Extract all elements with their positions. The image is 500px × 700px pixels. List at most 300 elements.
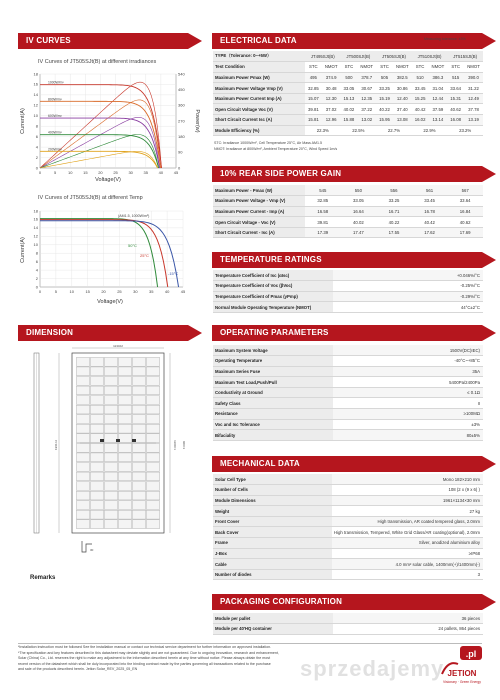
electrical-cell: 40.22 xyxy=(376,104,393,115)
dim-hole: 400±1 xyxy=(182,440,186,450)
operating-row-value: 35A xyxy=(333,366,483,377)
section-electrical: ELECTRICAL DATA xyxy=(212,33,482,49)
measuring-tolerance: Measuring tolerance: ±3% xyxy=(424,37,466,41)
electrical-cell: 33.45 xyxy=(412,83,429,94)
operating-row-label: Operating Temperature xyxy=(213,356,333,367)
operating-row xyxy=(213,366,483,377)
electrical-cell: 15.13 xyxy=(341,93,358,104)
x-tick-label: 15 xyxy=(85,289,90,294)
solar-cell xyxy=(146,482,159,491)
y-right-tick-label: 540 xyxy=(178,71,185,77)
solar-cell xyxy=(90,415,103,424)
rear-cell: 40.02 xyxy=(341,217,377,228)
temperature-row-value: -0.29%/°C xyxy=(333,291,483,302)
solar-cell xyxy=(76,386,89,395)
rear-cell: 33.64 xyxy=(447,196,483,207)
solar-cell xyxy=(132,367,145,376)
electrical-cell: 386.3 xyxy=(428,72,447,83)
solar-cell xyxy=(104,472,117,481)
iv-temp-note: (AM1.5, 1000W/m²) xyxy=(118,214,150,218)
y-tick-label: 12 xyxy=(33,102,38,108)
solar-cell xyxy=(104,377,117,386)
section-temperature: TEMPERATURE RATINGS xyxy=(212,252,482,268)
solar-cell xyxy=(104,424,117,433)
solar-cell xyxy=(132,491,145,500)
electrical-cell: 37.59 xyxy=(428,104,447,115)
iv-temp-caption: IV Curves of JT505SJt(B) at different Temp xyxy=(38,195,143,201)
solar-cell xyxy=(76,357,89,366)
rear-gain-table xyxy=(213,185,483,238)
mechanical-row-label: Back Cover xyxy=(213,527,332,538)
y-tick-label: 6 xyxy=(35,258,38,264)
electrical-cell: 15.07 xyxy=(305,93,322,104)
type-cell: JT510SJt(B) xyxy=(412,51,448,62)
x-tick-label: 30 xyxy=(128,170,133,175)
y-tick-label: 12 xyxy=(33,233,38,239)
packaging-row xyxy=(213,624,483,635)
solar-cell xyxy=(90,472,103,481)
irradiance-legend: 200W/m² xyxy=(48,147,62,152)
solar-cell xyxy=(146,510,159,519)
solar-cell xyxy=(146,453,159,462)
solar-cell xyxy=(132,377,145,386)
solar-cell xyxy=(104,520,117,529)
section-rear-gain: 10% REAR SIDE POWER GAIN xyxy=(212,166,482,182)
y-right-tick-label: 0 xyxy=(178,165,181,171)
packaging-row-label: Module per pallet xyxy=(213,613,333,624)
x-tick-label: 0 xyxy=(38,289,42,294)
temperature-row-label: Normal Module Operating Temperature (NMOT) xyxy=(213,302,333,313)
operating-row-value: -40°C~+85°C xyxy=(333,356,483,367)
condition-cell: NMOT xyxy=(428,62,447,73)
electrical-cell: 505 xyxy=(376,72,393,83)
solar-cell xyxy=(146,405,159,414)
solar-cell xyxy=(132,453,145,462)
solar-cell xyxy=(104,386,117,395)
temperature-row xyxy=(213,302,483,313)
footer-line: and sale of the products described herein. Jetion Solar_REV_2025_05_EN xyxy=(18,667,138,672)
y-tick-label: 2 xyxy=(35,275,38,281)
electrical-cell: 15.88 xyxy=(341,115,358,126)
electrical-row xyxy=(213,104,483,115)
operating-row-value: 5400Pa/2400Pa xyxy=(333,377,483,388)
y-tick-label: 18 xyxy=(33,71,38,77)
solar-cell xyxy=(76,501,89,510)
rear-cell: 561 xyxy=(412,185,448,196)
rear-row xyxy=(213,196,483,207)
solar-cell xyxy=(76,405,89,414)
solar-cell xyxy=(76,482,89,491)
electrical-cell: 30.48 xyxy=(322,83,341,94)
solar-cell xyxy=(104,396,117,405)
mechanical-row-value: Silver, anodized aluminium alloy xyxy=(332,538,483,549)
electrical-cell: 33.25 xyxy=(376,83,393,94)
irradiance-legend: 600W/m² xyxy=(48,114,62,119)
efficiency-cell: 22.7% xyxy=(376,125,412,136)
y-tick-label: 8 xyxy=(35,250,38,256)
type-cell: JT495SJt(B) xyxy=(305,51,341,62)
solar-cell xyxy=(76,453,89,462)
mechanical-row-value: 1961×1134×30 mm xyxy=(332,495,483,506)
rear-cell: 16.64 xyxy=(341,206,377,217)
solar-cell xyxy=(118,463,131,472)
condition-cell: NMOT xyxy=(357,62,376,73)
power-curve xyxy=(40,117,160,168)
solar-cell xyxy=(90,377,103,386)
electrical-cell: 39.81 xyxy=(305,104,322,115)
solar-cell xyxy=(146,463,159,472)
efficiency-cell: 22.9% xyxy=(412,125,448,136)
electrical-cell: 37.40 xyxy=(393,104,412,115)
mechanical-row-value: High transmission, Tempered, White Grid Glass/AR coating(optional), 2.0mm xyxy=(332,527,483,538)
solar-cell xyxy=(132,520,145,529)
dim-mount: 1100±1 xyxy=(173,440,177,450)
y-tick-label: 16 xyxy=(33,216,38,222)
solar-cell xyxy=(76,367,89,376)
iv-temp-chart xyxy=(18,205,208,307)
x-tick-label: 45 xyxy=(180,289,186,294)
y-tick-label: 6 xyxy=(35,133,38,139)
solar-cell xyxy=(146,415,159,424)
electrical-cell: 12.96 xyxy=(322,115,341,126)
mechanical-row-label: Module Dimensions xyxy=(213,495,332,506)
electrical-cell: 16.08 xyxy=(447,115,464,126)
mechanical-row xyxy=(213,569,483,580)
solar-cell xyxy=(132,396,145,405)
solar-cell xyxy=(104,405,117,414)
solar-cell xyxy=(146,434,159,443)
operating-row-label: Voc and Isc Tolerance xyxy=(213,419,333,430)
solar-cell xyxy=(118,501,131,510)
mechanical-row xyxy=(213,516,483,527)
electrical-row xyxy=(213,83,483,94)
solar-cell xyxy=(76,415,89,424)
operating-row-value: 80±5% xyxy=(333,430,483,441)
solar-cell xyxy=(118,453,131,462)
x-tick-label: 15 xyxy=(83,170,88,175)
x-tick-label: 30 xyxy=(133,289,138,294)
packaging-row-value: 36 pieces xyxy=(333,613,483,624)
electrical-row xyxy=(213,93,483,104)
operating-row xyxy=(213,356,483,367)
operating-row-label: Maximum System Voltage xyxy=(213,345,333,356)
condition-cell: STC xyxy=(412,62,429,73)
temperature-row-value: 44°C±2°C xyxy=(333,302,483,313)
condition-cell: NMOT xyxy=(393,62,412,73)
solar-cell xyxy=(146,367,159,376)
solar-cell xyxy=(118,472,131,481)
logo-tld: .pl xyxy=(465,649,477,659)
x-tick-label: 40 xyxy=(164,289,170,294)
iv-temp-label-minus15: -15°C xyxy=(168,271,179,276)
dim-width: 1134±2 xyxy=(113,345,123,348)
type-cell: JT505SJt(B) xyxy=(376,51,412,62)
solar-cell xyxy=(76,424,89,433)
solar-cell xyxy=(90,453,103,462)
electrical-cell: 30.67 xyxy=(357,83,376,94)
x-tick-label: 35 xyxy=(143,170,149,175)
mechanical-row xyxy=(213,506,483,517)
solar-cell xyxy=(132,443,145,452)
solar-cell xyxy=(118,510,131,519)
solar-cell xyxy=(146,357,159,366)
electrical-cell: 30.86 xyxy=(393,83,412,94)
y-tick-label: 4 xyxy=(35,144,38,150)
section-iv-curves: IV CURVES xyxy=(18,33,188,49)
solar-cell xyxy=(118,415,131,424)
mechanical-row-label: Cable xyxy=(213,559,332,570)
electrical-cell: 12.40 xyxy=(393,93,412,104)
operating-row xyxy=(213,430,483,441)
solar-cell xyxy=(146,377,159,386)
type-cell: JT515SJt(B) xyxy=(447,51,483,62)
operating-row-label: Maximum Test Load,Push/Pull xyxy=(213,377,333,388)
electrical-cell: 13.19 xyxy=(464,115,483,126)
solar-cell xyxy=(90,510,103,519)
y-right-tick-label: 360 xyxy=(178,102,185,108)
rear-cell: 39.81 xyxy=(305,217,341,228)
solar-cell xyxy=(90,501,103,510)
electrical-cell: 13.02 xyxy=(357,115,376,126)
y-tick-label: 10 xyxy=(33,242,38,248)
solar-cell xyxy=(90,443,103,452)
solar-cell xyxy=(76,510,89,519)
mechanical-row-value: ≥IP68 xyxy=(332,548,483,559)
electrical-cell: 40.02 xyxy=(341,104,358,115)
y-tick-label: 0 xyxy=(35,165,38,171)
electrical-cell: 378.7 xyxy=(357,72,376,83)
section-dimension: DIMENSION xyxy=(18,325,188,341)
y-tick-label: 2 xyxy=(35,154,38,160)
electrical-cell: 510 xyxy=(412,72,429,83)
solar-cell xyxy=(118,405,131,414)
electrical-cell: 15.19 xyxy=(376,93,393,104)
mechanical-table xyxy=(213,474,483,580)
footer-divider xyxy=(18,643,482,644)
logo-slogan: Visionary · Green Energy xyxy=(442,680,482,684)
footer-line: *The specification and key features described in this datasheet may deviate slightly and are not guaranteed. Due to ongoing innovation, research and enhancement, xyxy=(18,650,279,655)
solar-cell xyxy=(76,472,89,481)
efficiency-label: Module Efficiency (%) xyxy=(213,125,305,136)
rear-row-label: Maximum Power Current - Imp (A) xyxy=(213,206,305,217)
mechanical-row-value: Mono 182×210 mm xyxy=(332,474,483,485)
dim-height: 1961±2 xyxy=(54,440,58,450)
electrical-cell: 32.85 xyxy=(305,83,322,94)
logo-brand: JETION xyxy=(447,669,477,678)
mechanical-row xyxy=(213,495,483,506)
solar-cell xyxy=(132,501,145,510)
mechanical-row xyxy=(213,538,483,549)
solar-cell xyxy=(132,424,145,433)
solar-cell xyxy=(118,357,131,366)
packaging-table xyxy=(213,613,483,635)
electrical-cell: 390.0 xyxy=(464,72,483,83)
solar-cell xyxy=(132,510,145,519)
x-tick-label: 20 xyxy=(98,170,103,175)
rear-row-label: Short Circuit Current - Isc (A) xyxy=(213,227,305,238)
electrical-cell: 500 xyxy=(341,72,358,83)
electrical-cell: 16.02 xyxy=(412,115,429,126)
solar-cell xyxy=(132,472,145,481)
solar-cell xyxy=(76,520,89,529)
y-right-tick-label: 180 xyxy=(178,133,185,139)
rear-row xyxy=(213,206,483,217)
electrical-row-label: Open Circuit Voltage Voc (V) xyxy=(213,104,305,115)
solar-cell xyxy=(146,491,159,500)
mechanical-row-label: Number of diodes xyxy=(213,569,332,580)
operating-row xyxy=(213,377,483,388)
rear-row xyxy=(213,227,483,238)
solar-cell xyxy=(90,386,103,395)
solar-cell xyxy=(118,482,131,491)
solar-cell xyxy=(104,434,117,443)
solar-cell xyxy=(76,443,89,452)
temperature-row-label: Temperature Coefficient of Voc (βVoc) xyxy=(213,281,333,292)
mechanical-row-value: High transmission, AR coated tempered glass, 2.0mm xyxy=(332,516,483,527)
electrical-cell: 13.08 xyxy=(393,115,412,126)
electrical-cell: 31.22 xyxy=(464,83,483,94)
electrical-cell: 12.30 xyxy=(322,93,341,104)
rear-cell: 33.45 xyxy=(412,196,448,207)
rear-row xyxy=(213,185,483,196)
iv-temp-xlabel: Voltage(V) xyxy=(97,299,123,305)
electrical-cell: 31.04 xyxy=(428,83,447,94)
nmot-note: NMOT: Irradiance at 800W/m², Ambient Temperature 20°C, Wind Speed 1m/s xyxy=(214,147,338,151)
efficiency-cell: 22.3% xyxy=(305,125,341,136)
solar-cell xyxy=(104,463,117,472)
operating-row xyxy=(213,398,483,409)
rear-row-label: Open Circuit Voltage - Voc (V) xyxy=(213,217,305,228)
temperature-row-value: +0.046%/°C xyxy=(333,270,483,281)
solar-cell xyxy=(146,424,159,433)
electrical-cell: 12.49 xyxy=(464,93,483,104)
electrical-cell: 12.44 xyxy=(428,93,447,104)
section-operating: OPERATING PARAMETERS xyxy=(212,325,482,341)
solar-cell xyxy=(90,491,103,500)
rear-cell: 17.47 xyxy=(341,227,377,238)
dim-frame: 30 xyxy=(90,548,94,552)
y-tick-label: 14 xyxy=(33,92,38,98)
x-tick-label: 10 xyxy=(67,170,73,175)
solar-cell xyxy=(90,424,103,433)
rear-cell: 40.42 xyxy=(412,217,448,228)
temperature-row-label: Temperature Coefficient of Pmax (γPmp) xyxy=(213,291,333,302)
temperature-table xyxy=(213,270,483,313)
iv-irr-xlabel: Voltage(V) xyxy=(95,177,121,183)
footer-line: Solar (China) Co., Ltd. reserves the right to make any adjustment to the information described herein at any time without notice. Please always obtain the most xyxy=(18,656,271,661)
packaging-row-label: Module per 40'HQ container xyxy=(213,624,333,635)
electrical-row-label: Maximum Power Voltage Vmp (V) xyxy=(213,83,305,94)
y-tick-label: 18 xyxy=(33,208,38,214)
x-tick-label: 0 xyxy=(38,170,42,175)
operating-row-label: Resistance xyxy=(213,409,333,420)
mechanical-row xyxy=(213,485,483,496)
remarks-label: Remarks xyxy=(30,575,56,581)
iv-curve xyxy=(40,118,160,168)
operating-row-value: 1500V(DC)IEC) xyxy=(333,345,483,356)
irradiance-legend: 1000W/m² xyxy=(48,80,64,85)
rear-cell: 16.84 xyxy=(447,206,483,217)
iv-temp-ylabel: Current(A) xyxy=(20,237,26,263)
mechanical-row xyxy=(213,548,483,559)
y-tick-label: 8 xyxy=(35,123,38,129)
condition-cell: STC xyxy=(305,62,322,73)
electrical-cell: 15.81 xyxy=(305,115,322,126)
electrical-table xyxy=(213,51,483,136)
iv-irr-ylabel: Current(A) xyxy=(20,108,26,134)
y-right-tick-label: 270 xyxy=(178,118,185,124)
rear-cell: 16.58 xyxy=(305,206,341,217)
mechanical-row-value: 4.0 mm² solar cable, 1400mm(+)/1400mm(-) xyxy=(332,559,483,570)
electrical-cell: 515 xyxy=(447,72,464,83)
electrical-cell: 15.31 xyxy=(447,93,464,104)
rear-cell: 33.05 xyxy=(341,196,377,207)
condition-cell: STC xyxy=(447,62,464,73)
electrical-cell: 374.9 xyxy=(322,72,341,83)
x-tick-label: 10 xyxy=(69,289,75,294)
irradiance-legend: 800W/m² xyxy=(48,97,62,102)
y-right-tick-label: 90 xyxy=(178,149,183,155)
operating-row-label: Bifaciality xyxy=(213,430,333,441)
stc-note: STC: Irradiance 1000W/m², Cell Temperature 25°C, Air Mass AM1.5 xyxy=(214,141,323,145)
operating-row xyxy=(213,345,483,356)
electrical-cell: 33.64 xyxy=(447,83,464,94)
type-label: TYPE（Tolerance: 0~+5W） xyxy=(213,51,305,62)
power-curve xyxy=(40,151,158,168)
rear-cell: 567 xyxy=(447,185,483,196)
temperature-iv-curve xyxy=(40,221,179,287)
electrical-cell: 40.62 xyxy=(447,104,464,115)
mechanical-row-label: Frame xyxy=(213,538,332,549)
rear-cell: 556 xyxy=(376,185,412,196)
solar-cell xyxy=(76,491,89,500)
solar-cell xyxy=(132,405,145,414)
operating-row-value: ≥100MΩ xyxy=(333,409,483,420)
rear-row-label: Maximum Power Voltage - Vmp (V) xyxy=(213,196,305,207)
operating-row xyxy=(213,419,483,430)
solar-cell xyxy=(76,396,89,405)
solar-cell xyxy=(76,434,89,443)
solar-cell xyxy=(146,396,159,405)
section-mechanical: MECHANICAL DATA xyxy=(212,456,482,472)
electrical-cell: 12.35 xyxy=(357,93,376,104)
mechanical-row-value: 27 kg xyxy=(332,506,483,517)
electrical-cell: 33.05 xyxy=(341,83,358,94)
solar-cell xyxy=(104,443,117,452)
solar-cell xyxy=(132,482,145,491)
y-tick-label: 16 xyxy=(33,81,38,87)
iv-temp-label-25: 25°C xyxy=(140,253,149,258)
mechanical-row-label: Number of Cells xyxy=(213,485,332,496)
solar-cell xyxy=(146,472,159,481)
electrical-cell: 37.02 xyxy=(322,104,341,115)
solar-cell xyxy=(132,357,145,366)
y-tick-label: 0 xyxy=(35,284,38,290)
electrical-cell: 495 xyxy=(305,72,322,83)
efficiency-cell: 22.5% xyxy=(341,125,377,136)
rear-cell: 17.55 xyxy=(376,227,412,238)
packaging-row-value: 24 pallets, 864 pieces xyxy=(333,624,483,635)
temperature-row xyxy=(213,270,483,281)
rear-cell: 16.71 xyxy=(376,206,412,217)
mechanical-row-label: Front Cover xyxy=(213,516,332,527)
solar-cell xyxy=(104,357,117,366)
rear-cell: 32.85 xyxy=(305,196,341,207)
solar-cell xyxy=(118,443,131,452)
solar-cell xyxy=(146,443,159,452)
electrical-cell: 13.14 xyxy=(428,115,447,126)
operating-row-label: Maximum Series Fuse xyxy=(213,366,333,377)
